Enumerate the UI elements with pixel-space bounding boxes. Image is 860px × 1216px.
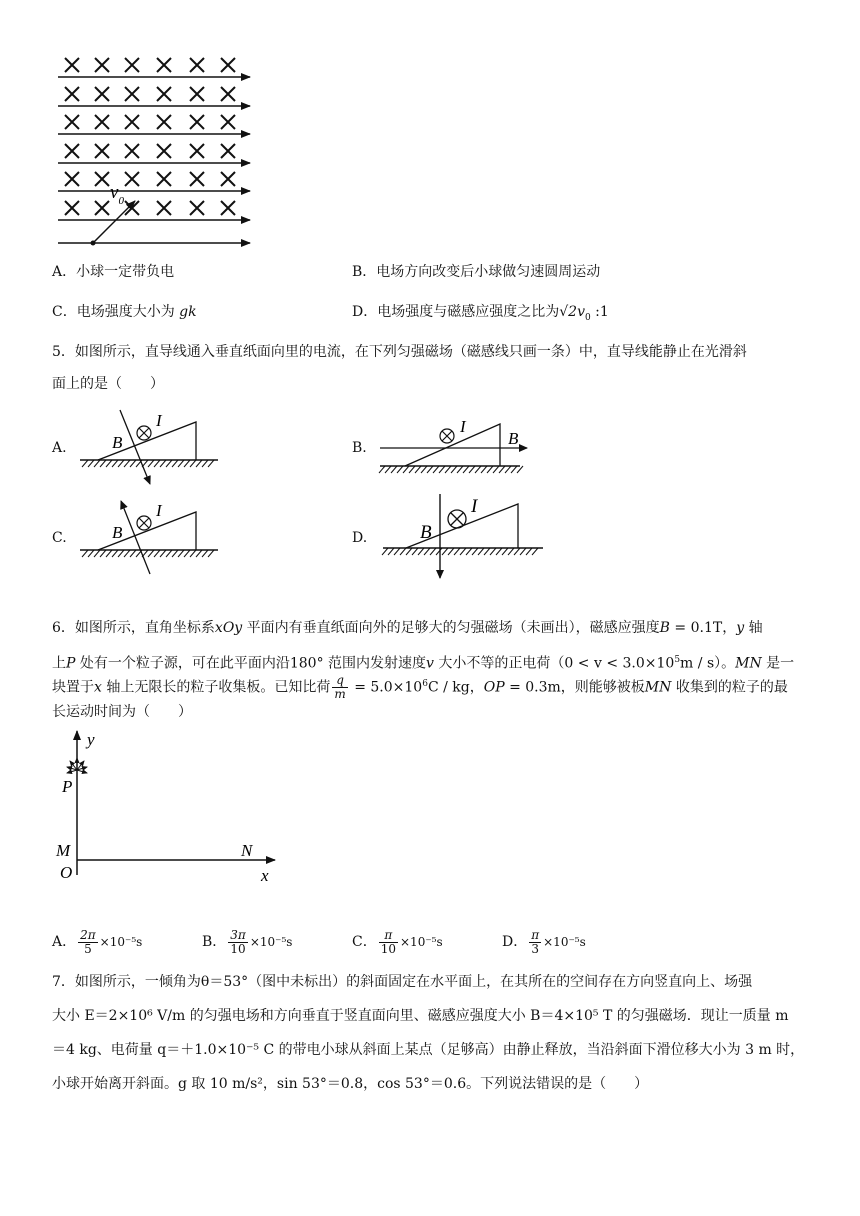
cross-mark — [125, 58, 139, 72]
electric-field-lines — [58, 77, 250, 243]
q5-diagram-a — [78, 408, 223, 488]
cross-mark — [157, 115, 171, 129]
q4-option-a[interactable]: A．小球一定带负电 — [52, 264, 175, 280]
ball — [91, 241, 96, 246]
cross-mark — [190, 144, 204, 158]
cross-mark — [95, 58, 109, 72]
q6-option-a[interactable]: A． $\frac{2\pi}{5}$ ×10⁻⁵s — [52, 927, 143, 956]
svg-text:y: y — [87, 730, 95, 749]
svg-text:B: B — [508, 429, 519, 448]
q6-coordinate-diagram — [50, 725, 290, 885]
svg-text:B: B — [420, 522, 432, 543]
q4-option-d[interactable]: D．电场强度与磁感应强度之比为$√2v_0$ :1 — [352, 304, 609, 323]
cross-mark — [221, 172, 235, 186]
svg-text:O: O — [60, 863, 73, 882]
q5-option-d-label[interactable]: D. — [352, 530, 368, 546]
q7-stem-line3: ＝4 kg、电荷量 q＝＋1.0×10⁻⁵ C 的带电小球从斜面上某点（足够高）由静止释放，当沿斜面下滑位移大小为 3 m 时， — [52, 1042, 805, 1058]
cross-mark — [190, 115, 204, 129]
cross-mark — [95, 201, 109, 215]
cross-mark — [221, 58, 235, 72]
q4-option-b[interactable]: B．电场方向改变后小球做匀速圆周运动 — [352, 264, 601, 280]
cross-mark — [157, 58, 171, 72]
svg-text:M: M — [56, 841, 71, 860]
q7-stem-line1: 7．如图所示，一倾角为θ＝53°（图中未标出）的斜面固定在水平面上，在其所在的空间存在方向竖直向上、场强 — [52, 974, 753, 990]
cross-mark — [125, 172, 139, 186]
v0-label: $v_0$ — [110, 182, 124, 207]
q5-diagram-b — [375, 412, 535, 476]
q5-stem-line1: 5．如图所示，直导线通入垂直纸面向里的电流，在下列匀强磁场（磁感线只画一条）中，直导线能静止在光滑斜 — [52, 344, 747, 360]
cross-mark — [65, 58, 79, 72]
cross-mark — [157, 201, 171, 215]
q6-stem-line2: 上P 处有一个粒子源，可在此平面内沿180° 范围内发射速度v 大小不等的正电荷$(0 < v < 3.0\times 10^5m / s)$。MN 是一 — [52, 655, 795, 672]
q7-stem-line2: 大小 E＝2×10⁶ V/m 的匀强电场和方向垂直于竖直面向里、磁感应强度大小 B＝4×10⁵ T 的匀强磁场．现让一质量 m — [52, 1008, 789, 1024]
q5-diagram-d — [378, 492, 548, 582]
cross-mark — [95, 87, 109, 101]
q6-option-d[interactable]: D． $\frac{\pi}{3}$ ×10⁻⁵s — [502, 927, 586, 956]
cross-mark — [95, 172, 109, 186]
cross-mark — [157, 144, 171, 158]
svg-text:I: I — [156, 411, 162, 430]
cross-mark — [190, 58, 204, 72]
q6-stem-line4: 长运动时间为（ ） — [52, 704, 192, 720]
svg-text:x: x — [261, 866, 269, 885]
q5-option-b-label[interactable]: B. — [352, 440, 367, 456]
cross-mark — [125, 144, 139, 158]
q5-diagram-c — [78, 498, 223, 578]
q5-stem-line2: 面上的是（ ） — [52, 376, 164, 392]
cross-mark — [221, 87, 235, 101]
cross-mark — [190, 201, 204, 215]
q4-option-c[interactable]: C．电场强度大小为 gk — [52, 304, 197, 320]
cross-mark — [125, 115, 139, 129]
svg-text:N: N — [241, 841, 253, 860]
cross-mark — [65, 87, 79, 101]
cross-mark — [125, 87, 139, 101]
cross-mark — [221, 144, 235, 158]
cross-mark — [190, 87, 204, 101]
field-line-b — [121, 501, 150, 574]
q7-stem-line4: 小球开始离开斜面。g 取 10 m/s²，sin 53°＝0.8，cos 53°＝0.6。下列说法错误的是（ ） — [52, 1076, 649, 1092]
cross-mark — [190, 172, 204, 186]
q6-option-c[interactable]: C． $\frac{\pi}{10}$ ×10⁻⁵s — [352, 927, 443, 956]
cross-mark — [65, 172, 79, 186]
cross-mark — [65, 201, 79, 215]
svg-text:B: B — [112, 523, 123, 542]
cross-mark — [65, 144, 79, 158]
q5-option-a-label[interactable]: A. — [52, 440, 67, 456]
field-diagram-q4 — [50, 50, 260, 255]
cross-mark — [95, 115, 109, 129]
q6-option-b[interactable]: B． $\frac{3\pi}{10}$ ×10⁻⁵s — [202, 927, 293, 956]
svg-text:I: I — [156, 501, 162, 520]
svg-text:I: I — [471, 496, 478, 517]
svg-text:I: I — [460, 417, 466, 436]
svg-text:P: P — [62, 777, 73, 796]
cross-mark — [221, 201, 235, 215]
cross-mark — [157, 87, 171, 101]
svg-text:B: B — [112, 433, 123, 452]
cross-mark — [65, 115, 79, 129]
field-line-b — [120, 410, 150, 484]
q5-option-c-label[interactable]: C. — [52, 530, 67, 546]
q6-stem-line1: 6．如图所示，直角坐标系xOy 平面内有垂直纸面向外的足够大的匀强磁场（未画出），磁感应强度B = 0.1T，y 轴 — [52, 620, 763, 636]
q6-stem-line3: 块置于x 轴上无限长的粒子收集板。已知比荷 $\frac{q}{m}$ = $5.0\times 10^6C$ / kg，OP = 0.3m，则能够被板MN 收集到的粒子的最 — [52, 673, 788, 702]
velocity-vector — [93, 201, 135, 243]
cross-mark — [95, 144, 109, 158]
cross-mark — [221, 115, 235, 129]
cross-mark — [157, 172, 171, 186]
